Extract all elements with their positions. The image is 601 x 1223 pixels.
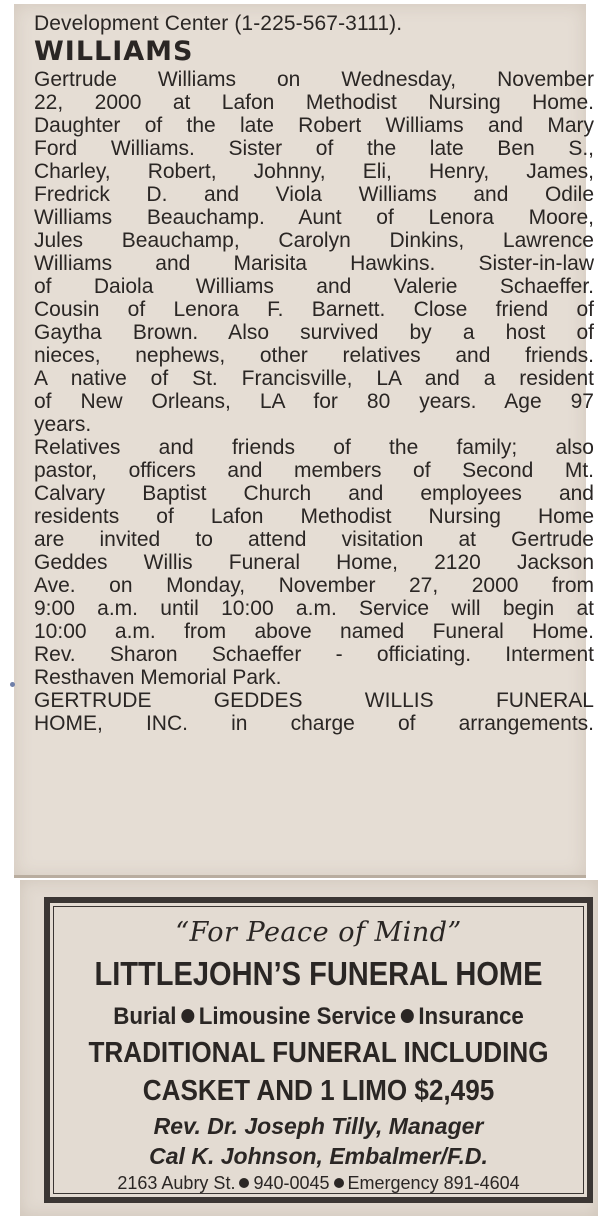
ink-speck bbox=[10, 682, 15, 687]
obituary-line: pastor, officers and members of Second Mt. bbox=[34, 459, 594, 482]
clipping-fold-line bbox=[14, 875, 586, 878]
funeral-home-ad bbox=[44, 897, 593, 1203]
obituary-line: Rev. Sharon Schaeffer - officiating. Interment bbox=[34, 643, 594, 666]
obituary-line: Gaytha Brown. Also survived by a host of bbox=[34, 321, 594, 344]
obituary-line: A native of St. Francisville, LA and a resident bbox=[34, 367, 594, 390]
ad-services bbox=[69, 1003, 568, 1031]
obituary-line: 9:00 a.m. until 10:00 a.m. Service will begin at bbox=[34, 597, 594, 620]
ad-manager: Rev. Dr. Joseph Tilly, Manager bbox=[153, 1113, 484, 1139]
bullet-icon bbox=[239, 1178, 249, 1188]
bullet-icon bbox=[401, 1009, 414, 1023]
ad-phone: 940-0045 bbox=[253, 1173, 330, 1193]
ad-embalmer: Cal K. Johnson, Embalmer/F.D. bbox=[149, 1143, 488, 1169]
previous-notice-tail: Development Center (1-225-567-3111). bbox=[34, 12, 403, 35]
obituary-line: Williams and Marisita Hawkins. Sister-in-law bbox=[34, 252, 594, 275]
obituary-line: Gertrude Williams on Wednesday, November bbox=[34, 68, 594, 91]
ad-offer-line-1: TRADITIONAL FUNERAL INCLUDING bbox=[88, 1037, 549, 1069]
obituary-line: HOME, INC. in charge of arrangements. bbox=[34, 712, 594, 735]
obituary-line: nieces, nephews, other relatives and friends. bbox=[34, 344, 594, 367]
obituary-line: Calvary Baptist Church and employees and bbox=[34, 482, 594, 505]
ad-contact-line bbox=[50, 1173, 587, 1194]
obituary-line: Resthaven Memorial Park. bbox=[34, 666, 282, 689]
obituary-line: Daughter of the late Robert Williams and Mary bbox=[34, 114, 594, 137]
obituary-line: Charley, Robert, Johnny, Eli, Henry, James, bbox=[34, 160, 594, 183]
obituary-line: years. bbox=[34, 413, 92, 436]
service-burial: Burial bbox=[113, 1003, 177, 1030]
obituary-line: 22, 2000 at Lafon Methodist Nursing Home. bbox=[34, 91, 594, 114]
ad-address: 2163 Aubry St. bbox=[117, 1173, 236, 1193]
obituary-line: are invited to attend visitation at Gertrude bbox=[34, 528, 594, 551]
obituary-line: Williams Beauchamp. Aunt of Lenora Moore, bbox=[34, 206, 594, 229]
obituary-body bbox=[34, 68, 594, 735]
ad-tagline: “For Peace of Mind” bbox=[175, 917, 462, 948]
ad-offer-line-2: CASKET AND 1 LIMO $2,495 bbox=[142, 1075, 495, 1107]
obituary-line: Ave. on Monday, November 27, 2000 from bbox=[34, 574, 594, 597]
ad-title: LITTLEJOHN’S FUNERAL HOME bbox=[94, 955, 543, 992]
obituary-line: Geddes Willis Funeral Home, 2120 Jackson bbox=[34, 551, 594, 574]
bullet-icon bbox=[334, 1178, 344, 1188]
obituary-line: Jules Beauchamp, Carolyn Dinkins, Lawrence bbox=[34, 229, 594, 252]
service-insurance: Insurance bbox=[418, 1003, 524, 1030]
obituary-line: of New Orleans, LA for 80 years. Age 97 bbox=[34, 390, 594, 413]
obituary-line: 10:00 a.m. from above named Funeral Home. bbox=[34, 620, 594, 643]
obituary-line: Fredrick D. and Viola Williams and Odile bbox=[34, 183, 594, 206]
obituary-line: Relatives and friends of the family; also bbox=[34, 436, 594, 459]
obituary-surname: WILLIAMS bbox=[34, 36, 194, 67]
obituary-line: of Daiola Williams and Valerie Schaeffer. bbox=[34, 275, 594, 298]
obituary-line: GERTRUDE GEDDES WILLIS FUNERAL bbox=[34, 689, 594, 712]
service-limousine: Limousine Service bbox=[198, 1003, 397, 1030]
obituary-clipping bbox=[14, 4, 594, 878]
ad-emergency: Emergency 891-4604 bbox=[347, 1173, 520, 1193]
obituary-line: residents of Lafon Methodist Nursing Home bbox=[34, 505, 594, 528]
bullet-icon bbox=[181, 1009, 194, 1023]
obituary-line: Ford Williams. Sister of the late Ben S., bbox=[34, 137, 594, 160]
obituary-line: Cousin of Lenora F. Barnett. Close friend of bbox=[34, 298, 594, 321]
obituary-text bbox=[34, 10, 594, 735]
